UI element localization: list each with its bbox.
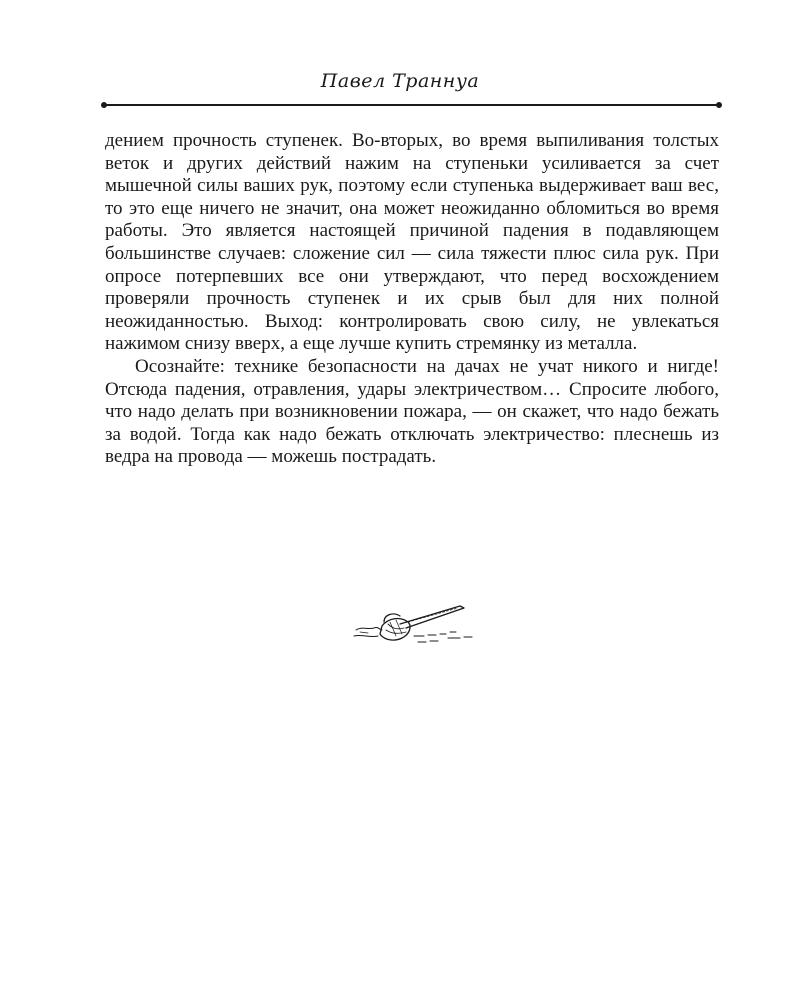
paragraph-continued: дением прочность ступенек. Во-вторых, во время выпиливания толстых веток и других действий нажим на ступеньки усиливается за счет мышечной силы ваших рук, поэтому если ступенька выдерживает ваш вес, то это еще ничего не значит, она может неожиданно обломиться во время работы. Это является настоящей причиной падения в подавляющем большинстве случаев: сложение сил — сила тяжести плюс сила рук. При опросе потерпевших все они утверждают, что перед восхождением проверяли прочность ступенек и их срыв был для них полной неожиданностью. Выход: контролировать свою силу, не увлекаться нажимом снизу вверх, а еще лучше купить стремянку из металла. (105, 130, 719, 355)
header-divider-line (103, 104, 719, 106)
running-head-title: Павел Траннуа (320, 70, 480, 92)
divider-right-dot (716, 102, 722, 108)
divider-left-dot (101, 102, 107, 108)
body-text (105, 130, 719, 469)
paragraph-safety: Осознайте: технике безопасности на дачах не учат никого и нигде! Отсюда падения, отравления, удары электричеством… Спросите любого, что надо делать при возникновении пожара, — он скажет, что надо бежать за водой. Тогда как надо бежать отключать электричество: плеснешь из ведра на провода — можешь пострадать. (105, 355, 719, 468)
chainsaw-sketch-icon (348, 600, 478, 650)
